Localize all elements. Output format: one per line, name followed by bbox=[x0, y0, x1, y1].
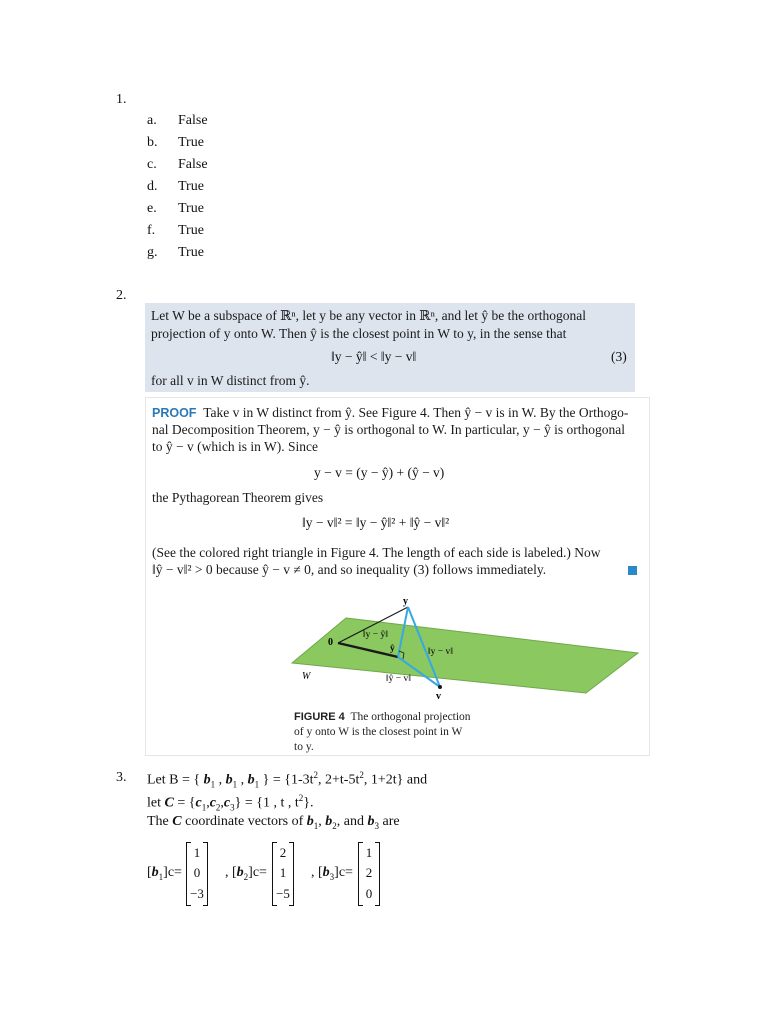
answer-value: True bbox=[178, 223, 204, 238]
proof-keyword: PROOF bbox=[152, 406, 197, 420]
vector-label-b2: , $[b_2]c=$ bbox=[225, 865, 267, 882]
theorem-equation: ‖y − ŷ‖ < ‖y − v‖ bbox=[331, 349, 417, 364]
q3-line-3-end: are bbox=[379, 814, 400, 829]
q3-line-1-pre: Let B = { bbox=[147, 772, 204, 788]
question-2-number: 2. bbox=[116, 288, 127, 303]
b-symbol: b bbox=[225, 772, 233, 788]
matrix-entry: 2 bbox=[365, 865, 373, 880]
question-3-number: 3. bbox=[116, 770, 127, 785]
matrix-entry: 0 bbox=[365, 886, 373, 901]
answer-value: True bbox=[178, 179, 204, 194]
label-w: W bbox=[302, 671, 311, 682]
theorem-line-2: projection of y onto W. Then ŷ is the closest point in W to y, in the sense that bbox=[151, 326, 567, 341]
proof-line-1 bbox=[152, 405, 628, 421]
q3-line-1-poly: 2+t-5t bbox=[325, 772, 360, 788]
proof-equation-1: y − v = (y − ŷ) + (ŷ − v) bbox=[314, 465, 445, 480]
matrix-b3 bbox=[358, 842, 380, 906]
answer-letter: e. bbox=[147, 201, 157, 216]
label-y: y bbox=[403, 596, 408, 607]
figure-caption-line-2: of y onto W is the closest point in W bbox=[294, 726, 463, 738]
answer-value: False bbox=[178, 113, 208, 128]
point-v bbox=[438, 685, 442, 689]
proof-equation-2: ‖y − v‖² = ‖y − ŷ‖² + ‖ŷ − v‖² bbox=[302, 515, 450, 530]
matrix-entry: −5 bbox=[276, 886, 290, 901]
answer-value: True bbox=[178, 135, 204, 150]
plane-w bbox=[292, 618, 638, 693]
answer-letter: g. bbox=[147, 245, 158, 260]
c-symbol: C bbox=[164, 795, 174, 811]
answer-letter: b. bbox=[147, 135, 158, 150]
matrix-entry: 0 bbox=[193, 865, 201, 880]
matrix-entry: 1 bbox=[279, 865, 287, 880]
theorem-box bbox=[145, 303, 635, 392]
label-y-minus-v: ‖y − v‖ bbox=[428, 647, 453, 657]
q3-line-1: Let B = { $b_1$ , $b_1$ , $b_1$ } = {$1-3t^2$, $2+t-5t^2$, 1+2t} and bbox=[147, 770, 428, 790]
b-symbol: b bbox=[203, 772, 211, 788]
vector-label-b3: , $[b_3]c=$ bbox=[311, 865, 353, 882]
answer-letter: c. bbox=[147, 157, 157, 172]
matrix-entry: 1 bbox=[193, 845, 201, 860]
answer-value: False bbox=[178, 157, 208, 172]
q3-line-3-mid: coordinate vectors of bbox=[181, 814, 307, 829]
q3-line-3-pre: The bbox=[147, 814, 173, 829]
answer-letter: d. bbox=[147, 179, 158, 194]
qed-square-icon bbox=[628, 566, 637, 575]
matrix-entry: 1 bbox=[365, 845, 373, 860]
q3-line-1-mid: } = {1-3t bbox=[259, 772, 314, 788]
figure-caption-line-1 bbox=[294, 711, 471, 723]
matrix-b2 bbox=[272, 842, 294, 906]
answer-value: True bbox=[178, 245, 204, 260]
b-symbol: b bbox=[247, 772, 255, 788]
figure-caption-line-3: to y. bbox=[294, 741, 314, 753]
label-yhat: ŷ bbox=[390, 644, 395, 654]
label-v: v bbox=[436, 691, 441, 702]
figure-caption-keyword: FIGURE 4 bbox=[294, 711, 345, 723]
matrix-b1 bbox=[186, 842, 208, 906]
theorem-line-3: for all v in W distinct from ŷ. bbox=[151, 373, 310, 388]
label-yhat-minus-v: ‖ŷ − v‖ bbox=[386, 674, 411, 684]
theorem-equation-number: (3) bbox=[611, 349, 627, 364]
figure-4-diagram bbox=[286, 593, 646, 708]
proof-line-2: nal Decomposition Theorem, y − ŷ is orthogonal to W. In particular, y − ŷ is orthogonal bbox=[152, 422, 625, 437]
q3-line-2-set: = { bbox=[177, 795, 196, 811]
answer-letter: f. bbox=[147, 223, 156, 238]
q3-line-2: let $C = \{c_1,c_2,c_3\} = \{1$ , t , $t^2$}. bbox=[147, 793, 314, 813]
proof-line-4: the Pythagorean Theorem gives bbox=[152, 490, 324, 505]
proof-line-5: (See the colored right triangle in Figure 4. The length of each side is labeled.) Now bbox=[152, 545, 601, 560]
q3-line-1-end: 1+2t} and bbox=[370, 772, 428, 788]
question-1-number: 1. bbox=[116, 92, 127, 107]
answer-letter: a. bbox=[147, 113, 157, 128]
proof-line-1-text: Take v in W distinct from ŷ. See Figure 4. Then ŷ − v is in W. By the Orthogo- bbox=[203, 405, 629, 420]
proof-line-6: ‖ŷ − v‖² > 0 because ŷ − v ≠ 0, and so inequality (3) follows immediately. bbox=[152, 562, 547, 577]
q3-line-3: The C coordinate vectors of $b_1$, $b_2$, and $b_3$ are bbox=[147, 814, 400, 831]
label-y-minus-yhat: ‖y − ŷ‖ bbox=[363, 630, 388, 640]
q3-line-2-end: } = {1 , t , t bbox=[234, 795, 299, 811]
vector-label-b1: $[b_1]c=$ bbox=[147, 865, 182, 882]
c-symbol: C bbox=[172, 814, 182, 829]
label-zero: 0 bbox=[328, 637, 333, 648]
proof-box bbox=[145, 397, 650, 756]
theorem-line-1: Let W be a subspace of ℝⁿ, let y be any vector in ℝⁿ, and let ŷ be the orthogonal bbox=[151, 308, 586, 323]
q3-line-3-and: , and bbox=[336, 814, 368, 829]
q3-line-2-pre: let bbox=[147, 795, 165, 811]
matrix-entry: 2 bbox=[279, 845, 287, 860]
matrix-entry: −3 bbox=[190, 886, 204, 901]
figure-caption-text: The orthogonal projection bbox=[350, 711, 471, 723]
proof-line-3: to ŷ − v (which is in W). Since bbox=[152, 439, 318, 454]
answer-value: True bbox=[178, 201, 204, 216]
